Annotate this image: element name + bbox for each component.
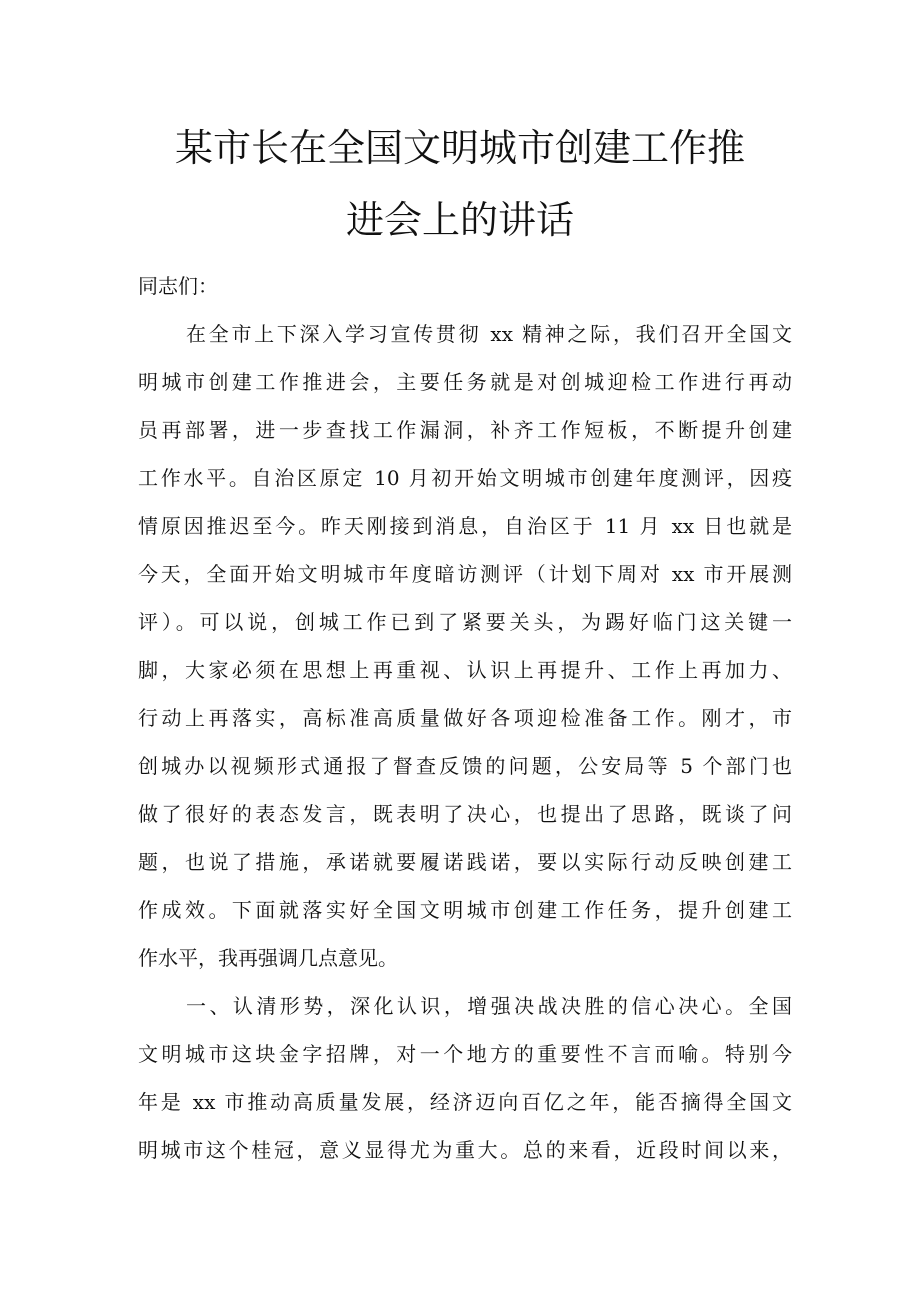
text-line: 年是 xx 市推动高质量发展，经济迈向百亿之年，能否摘得全国文	[138, 1090, 792, 1114]
salutation: 同志们：	[138, 274, 218, 298]
text-line: 情原因推迟至今。昨天刚接到消息，自治区于 11 月 xx 日也就是	[138, 514, 792, 538]
text-line: 在全市上下深入学习宣传贯彻 xx 精神之际，我们召开全国文	[186, 322, 792, 346]
document-title-line-2: 进会上的讲话	[345, 198, 574, 242]
text-line: 创城办以视频形式通报了督查反馈的问题，公安局等 5 个部门也	[138, 754, 792, 778]
text-line: 作成效。下面就落实好全国文明城市创建工作任务，提升创建工	[138, 898, 792, 922]
text-line: 工作水平。自治区原定 10 月初开始文明城市创建年度测评，因疫	[138, 466, 792, 490]
text-line: 作水平，我再强调几点意见。	[138, 946, 398, 970]
text-line: 员再部署，进一步查找工作漏洞，补齐工作短板，不断提升创建	[138, 418, 792, 442]
document-title-line-1: 某市长在全国文明城市创建工作推	[174, 126, 745, 170]
text-line: 明城市这个桂冠，意义显得尤为重大。总的来看，近段时间以来，	[138, 1138, 792, 1162]
text-line: 行动上再落实，高标准高质量做好各项迎检准备工作。刚才，市	[138, 706, 792, 730]
text-line: 评）。可以说，创城工作已到了紧要关头，为踢好临门这关键一	[138, 610, 792, 634]
text-line: 脚，大家必须在思想上再重视、认识上再提升、工作上再加力、	[138, 658, 792, 682]
text-line: 题，也说了措施，承诺就要履诺践诺，要以实际行动反映创建工	[138, 850, 792, 874]
text-line: 文明城市这块金字招牌，对一个地方的重要性不言而喻。特别今	[138, 1042, 792, 1066]
text-line: 做了很好的表态发言，既表明了决心，也提出了思路，既谈了问	[138, 802, 792, 826]
text-line: 明城市创建工作推进会，主要任务就是对创城迎检工作进行再动	[138, 370, 792, 394]
text-line: 一、认清形势，深化认识，增强决战决胜的信心决心。全国	[186, 994, 792, 1018]
text-line: 今天，全面开始文明城市年度暗访测评（计划下周对 xx 市开展测	[138, 562, 792, 586]
